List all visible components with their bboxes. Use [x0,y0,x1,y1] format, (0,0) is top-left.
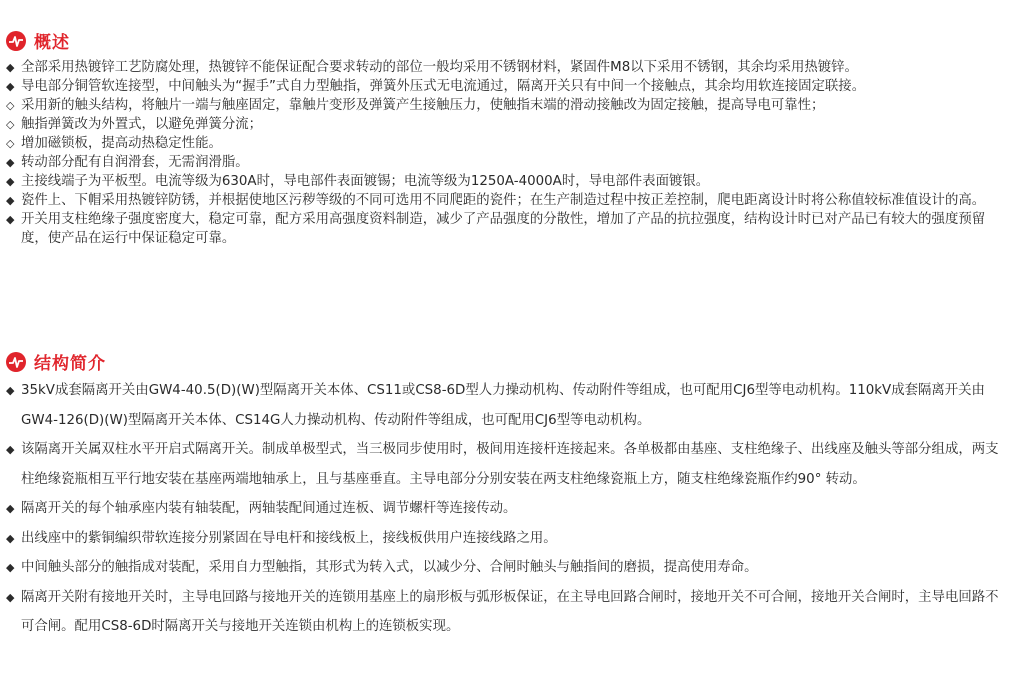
section-header-overview [6,28,70,53]
section-title: 概述 [34,33,70,53]
list-item [6,191,1010,210]
pulse-icon [6,31,26,51]
pulse-icon [6,352,26,372]
structure-list [6,376,1010,642]
item-text: 出线座中的紫铜编织带软连接分别紧固在导电杆和接线板上，接线板供用户连接线路之用。 [21,530,557,546]
list-item [6,583,1010,642]
item-text: 导电部分铜管软连接型，中间触头为“握手”式自力型触指，弹簧外压式无电流通过，隔离开关只有中间一个接触点，其余均用软连接固定联接。 [21,79,866,94]
list-item [6,494,1010,524]
overview-list [6,58,1010,248]
item-text: 转动部分配有自润滑套，无需润滑脂。 [21,155,249,170]
list-item [6,172,1010,191]
list-item [6,553,1010,583]
list-item [6,153,1010,172]
item-text: 增加磁锁板，提高动热稳定性能。 [21,136,222,151]
item-text: 瓷件上、下帽采用热镀锌防锈，并根据使地区污秽等级的不同可选用不同爬距的瓷件；在生产制造过程中按正差控制，爬电距离设计时将公称值较标准值设计的高。 [21,193,986,208]
list-item [6,96,1010,115]
list-item [6,77,1010,96]
list-item [6,134,1010,153]
bullet-marker: ◇ [6,137,15,150]
list-item [6,376,1010,435]
item-text: 中间触头部分的触指成对装配，采用自力型触指，其形式为转入式，以减少分、合闸时触头与触指间的磨损，提高使用寿命。 [21,560,758,575]
item-text: 主接线端子为平板型。电流等级为630A时，导电部件表面镀锡；电流等级为1250A-4000A时，导电部件表面镀银。 [21,174,710,189]
bullet-marker: ◆ [6,502,15,515]
item-text: 开关用支柱绝缘子强度密度大，稳定可靠，配方采用高强度资料制造，减少了产品强度的分散性，增加了产品的抗拉强度，结构设计时已对产品已有较大的强度预留度，使产品在运行中保证稳定可靠。 [21,212,986,246]
bullet-marker: ◇ [6,99,15,112]
bullet-marker: ◆ [6,80,15,93]
bullet-marker: ◆ [6,175,15,188]
bullet-marker: ◆ [6,384,15,397]
bullet-marker: ◆ [6,194,15,207]
bullet-marker: ◆ [6,61,15,74]
section-header-structure [6,349,106,374]
item-text: 采用新的触头结构，将触片一端与触座固定，靠触片变形及弹簧产生接触压力，使触指末端的滑动接触改为固定接触，提高导电可靠性； [21,98,825,113]
bullet-marker: ◇ [6,118,15,131]
list-item [6,58,1010,77]
bullet-marker: ◆ [6,156,15,169]
item-text: 隔离开关的每个轴承座内装有轴装配，两轴装配间通过连板、调节螺杆等连接传动。 [21,501,517,516]
bullet-marker: ◆ [6,561,15,574]
item-text: 35kV成套隔离开关由GW4-40.5(D)(W)型隔离开关本体、CS11或CS8-6D型人力操动机构、传动附件等组成，也可配用CJ6型等电动机构。110kV成套隔离开关由GW4-126(D)(W)型隔离开关本体、CS14G人力操动机构、传动附件等组成，也可配用CJ6型等电动机构。 [21,383,985,428]
bullet-marker: ◆ [6,590,15,604]
bullet-marker: ◆ [6,213,15,226]
list-item [6,435,1010,494]
item-text: 触指弹簧改为外置式，以避免弹簧分流； [21,117,263,132]
item-text: 该隔离开关属双柱水平开启式隔离开关。制成单极型式，当三极同步使用时，极间用连接杆连接起来。各单极都由基座、支柱绝缘子、出线座及触头等部分组成，两支柱绝缘瓷瓶相互平行地安装在基座两端地轴承上，且与基座垂直。主导电部分分别安装在两支柱绝缘瓷瓶上方，随支柱绝缘瓷瓶作约90° 转动。 [21,442,999,487]
bullet-marker: ◆ [6,443,15,456]
list-item [6,115,1010,134]
item-text: 隔离开关附有接地开关时，主导电回路与接地开关的连锁用基座上的扇形板与弧形板保证，在主导电回路合闸时，接地开关不可合闸，接地开关合闸时，主导电回路不可合闸。配用CS8-6D时隔离开关与接地开关连锁由机构上的连锁板实现。 [21,589,999,634]
bullet-marker: ◆ [6,531,15,545]
item-text: 全部采用热镀锌工艺防腐处理，热镀锌不能保证配合要求转动的部位一般均采用不锈钢材料，紧固件M8以下采用不锈钢，其余均采用热镀锌。 [21,60,858,75]
section-title: 结构简介 [34,354,106,374]
list-item [6,210,1010,248]
list-item [6,524,1010,554]
